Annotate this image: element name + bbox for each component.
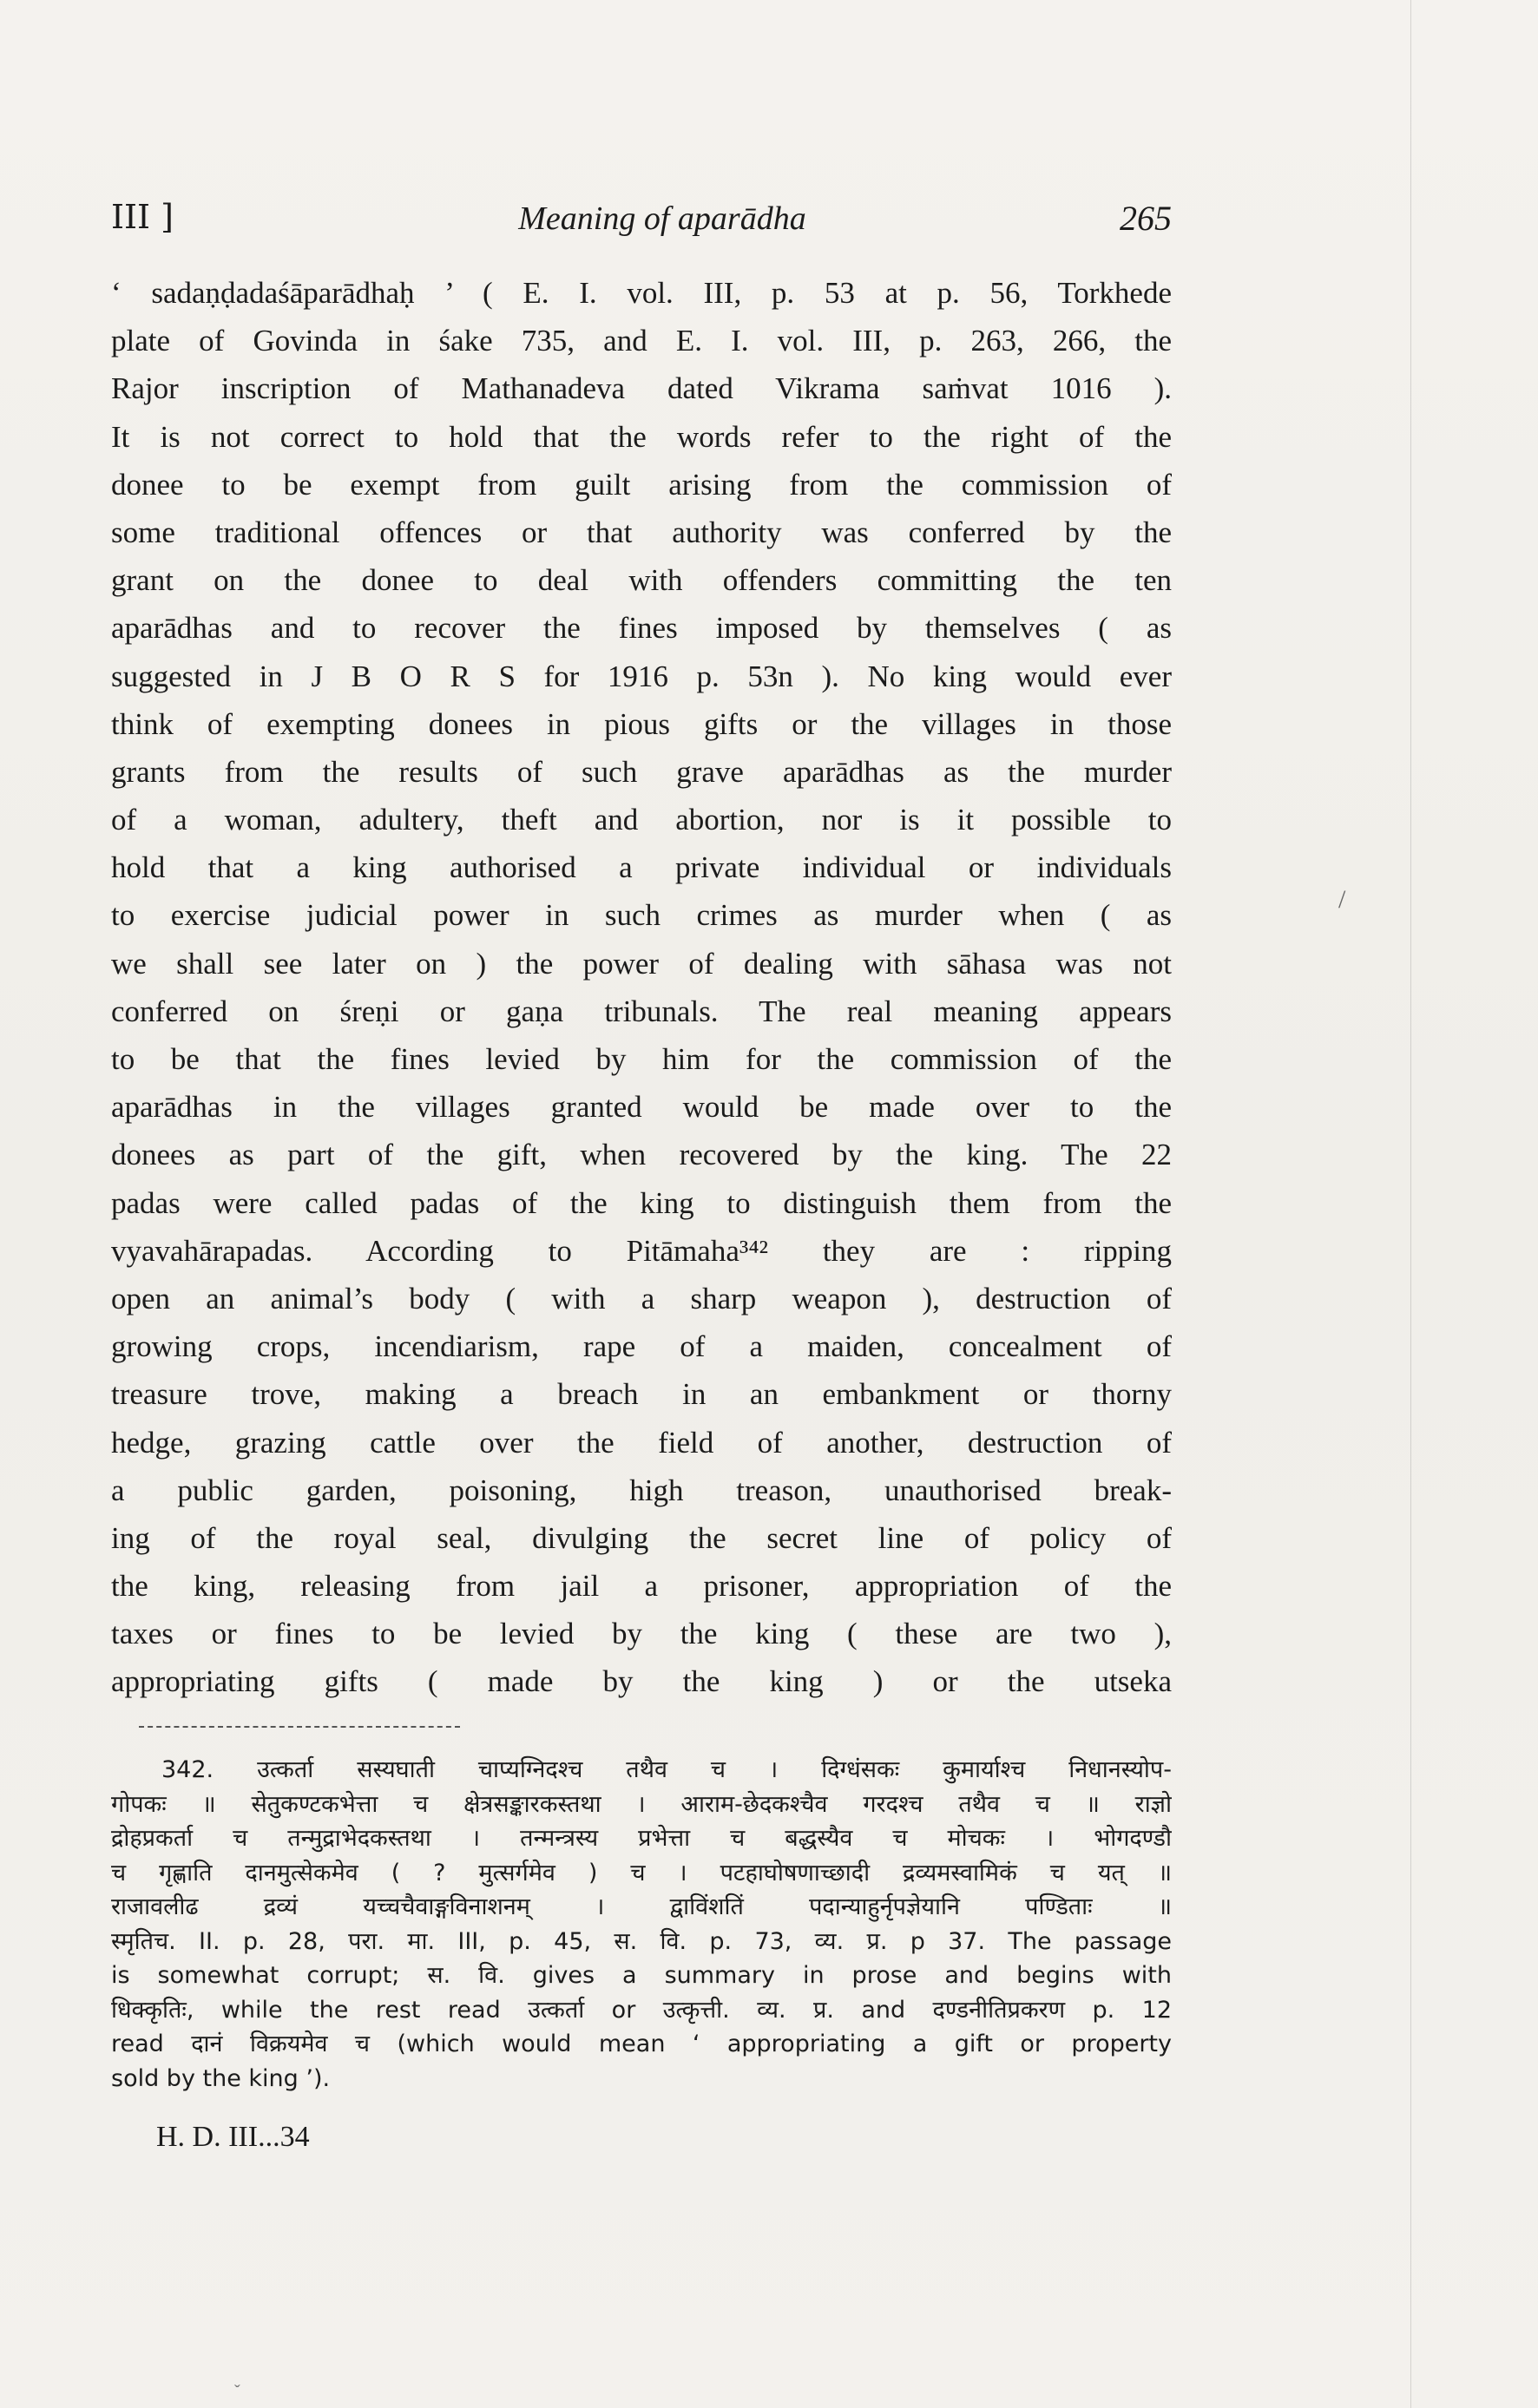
page-edge-line [1410,0,1411,2408]
body-line: suggested in J B O R S for 1916 p. 53n ). No king would ever [111,659,1172,693]
footnote-line: स्मृतिच. II. p. 28, परा. मा. III, p. 45, स. वि. p. 73, व्य. प्र. p 37. The passage [111,1927,1172,1955]
body-line: padas were called padas of the king to distinguish them from the [111,1185,1172,1220]
page-header [111,198,1172,250]
footnote-line: sold by the king ’). [111,2064,331,2092]
body-line: donee to be exempt from guilt arising from the commission of [111,467,1172,502]
footnote-divider [139,1726,460,1728]
page-number: 265 [1120,199,1172,238]
body-line: ‘ sadaṇḍadaśāparādhaḥ ’ ( E. I. vol. III, p. 53 at p. 56, Torkhede [111,276,1172,310]
footnote-line: read दानं विक्रयमेव च (which would mean ‘ appropriating a gift or property [111,2031,1172,2057]
body-line: ing of the royal seal, divulging the secret line of policy of [111,1520,1172,1555]
footnote-line: राजावलीढ द्रव्यं यच्चचैवाङ्गविनाशनम् । द्वाविंशतिं पदान्याहुर्नृपज्ञेयानि पण्डिताः ॥ [111,1893,1172,1920]
body-line: vyavahārapadas. According to Pitāmaha³⁴² they are : ripping [111,1233,1172,1268]
body-line: appropriating gifts ( made by the king ) or the utseka [111,1664,1172,1699]
body-line: open an animal’s body ( with a sharp weapon ), destruction of [111,1281,1172,1316]
stray-mark: ˇ [234,2382,240,2401]
body-line: to be that the fines levied by him for the commission of the [111,1042,1172,1076]
printer-signature: H. D. III...34 [156,2121,310,2153]
body-line: aparādhas in the villages granted would be made over to the [111,1090,1172,1125]
body-line: to exercise judicial power in such crimes as murder when ( as [111,898,1172,933]
body-line: Rajor inscription of Mathanadeva dated Vikrama saṁvat 1016 ). [111,371,1172,406]
footnote-line: धिक्कृतिः, while the rest read उत्कर्ता or उत्कृत्ती. व्य. प्र. and दण्डनीतिप्रकरण p. 12 [111,1996,1172,2024]
body-line: the king, releasing from jail a prisoner, appropriation of the [111,1569,1172,1604]
footnote-line: is somewhat corrupt; स. वि. gives a summary in prose and begins with [111,1962,1172,1989]
body-line: grants from the results of such grave aparādhas as the murder [111,754,1172,789]
footnote-block [111,1753,1172,2096]
body-line: plate of Govinda in śake 735, and E. I. vol. III, p. 263, 266, the [111,324,1172,358]
body-line: think of exempting donees in pious gifts or the villages in those [111,706,1172,741]
body-line: treasure trove, making a breach in an embankment or thorny [111,1377,1172,1412]
body-line: aparādhas and to recover the fines imposed by themselves ( as [111,611,1172,646]
body-line: some traditional offences or that authority was conferred by the [111,515,1172,549]
body-line: hold that a king authorised a private individual or individuals [111,850,1172,885]
body-line: conferred on śreṇi or gaṇa tribunals. The real meaning appears [111,994,1172,1028]
body-line: taxes or fines to be levied by the king ( these are two ), [111,1617,1172,1651]
body-line: growing crops, incendiarism, rape of a maiden, concealment of [111,1329,1172,1364]
footnote-line: 342. उत्कर्ता सस्यघाती चाप्यग्निदश्च तथैव च । दिग्धंसकः कुमार्याश्च निधानस्योप- [161,1756,1172,1783]
body-line: hedge, grazing cattle over the field of another, destruction of [111,1425,1172,1460]
chapter-marker: III ] [111,198,174,236]
footnote-line: द्रोहप्रकर्ता च तन्मुद्राभेदकस्तथा । तन्मन्त्रस्य प्रभेत्ता च बद्धस्यैव च मोचकः । भोगदण्डौ [111,1825,1172,1852]
footnote-line: गोपकः ॥ सेतुकण्टकभेत्ता च क्षेत्रसङ्कारकस्तथा । आराम-छेदकश्चैव गरदश्च तथैव च ॥ राज्ञो [111,1790,1172,1818]
footnote-line: च गृह्णाति दानमुत्सेकमेव ( ? मुत्सर्गमेव ) च । पटहाघोषणाच्छादी द्रव्यमस्वामिकं च यत् ॥ [111,1859,1172,1886]
body-line: of a woman, adultery, theft and abortion, nor is it possible to [111,803,1172,837]
body-line: It is not correct to hold that the words refer to the right of the [111,419,1172,454]
body-line: grant on the donee to deal with offenders committing the ten [111,563,1172,598]
margin-pencil-mark: / [1338,885,1346,914]
running-title: Meaning of aparādha [518,200,806,237]
body-line: a public garden, poisoning, high treason, unauthorised break- [111,1473,1172,1507]
body-line: donees as part of the gift, when recovered by the king. The 22 [111,1138,1172,1172]
main-paragraph [111,269,1172,1706]
body-line: we shall see later on ) the power of dealing with sāhasa was not [111,946,1172,981]
